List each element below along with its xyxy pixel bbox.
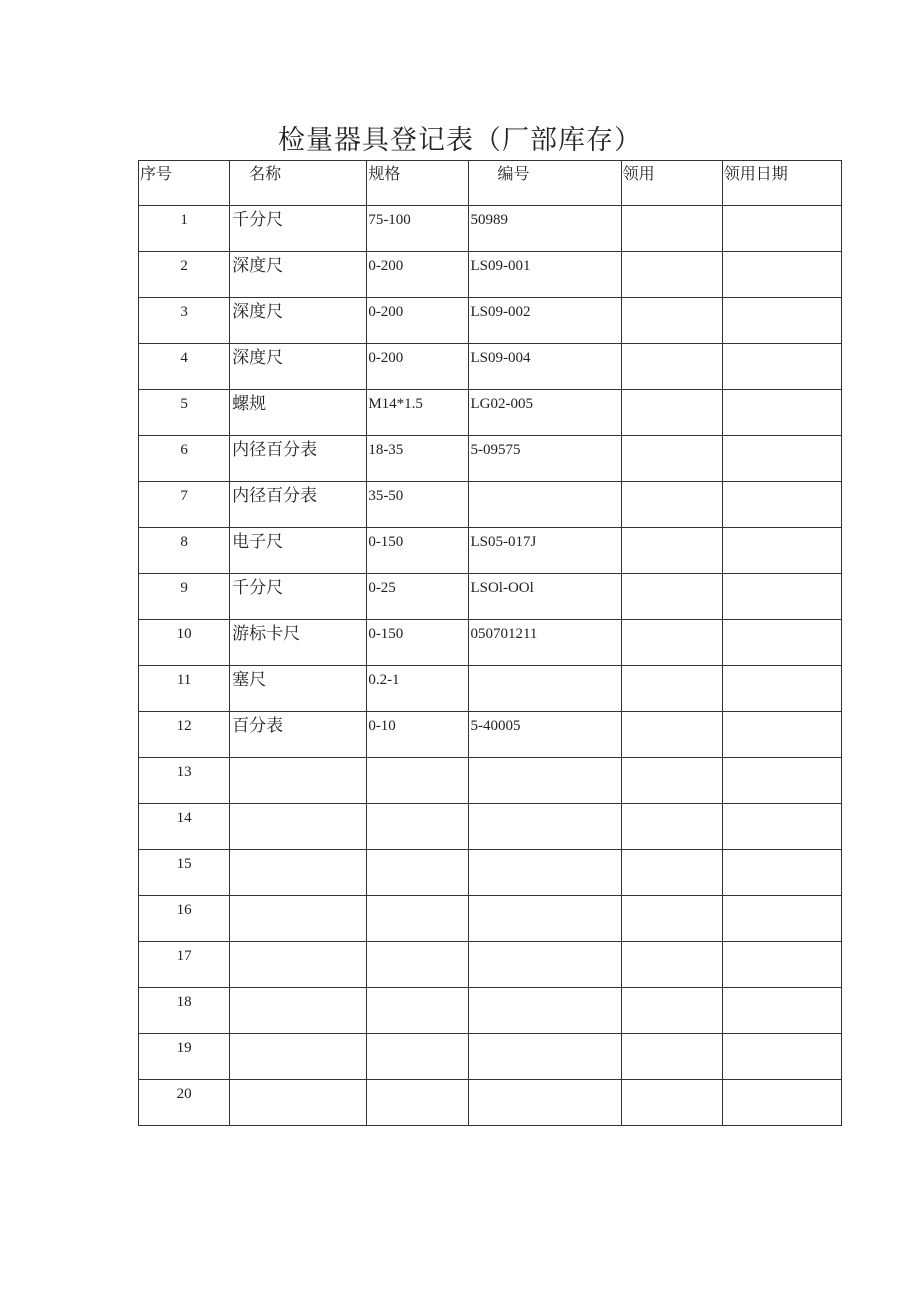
cell-date [722, 1080, 841, 1126]
header-index: 序号 [139, 161, 230, 206]
cell-spec: 0-150 [367, 528, 469, 574]
cell-recipient [621, 298, 722, 344]
cell-name: 塞尺 [230, 666, 367, 712]
table-row [139, 344, 842, 390]
cell-code: LSOl-OOl [469, 574, 621, 620]
cell-spec: 0-200 [367, 252, 469, 298]
cell-index: 4 [139, 344, 230, 390]
cell-date [722, 804, 841, 850]
cell-code [469, 666, 621, 712]
cell-recipient [621, 620, 722, 666]
cell-recipient [621, 942, 722, 988]
cell-code: 5-40005 [469, 712, 621, 758]
table-row [139, 758, 842, 804]
cell-recipient [621, 1080, 722, 1126]
cell-name [230, 804, 367, 850]
cell-name [230, 850, 367, 896]
table-row [139, 804, 842, 850]
cell-date [722, 482, 841, 528]
cell-spec: 0-200 [367, 344, 469, 390]
cell-code [469, 1034, 621, 1080]
cell-index: 6 [139, 436, 230, 482]
cell-code: LS09-002 [469, 298, 621, 344]
cell-spec: 75-100 [367, 206, 469, 252]
cell-spec: 0-25 [367, 574, 469, 620]
cell-spec: M14*1.5 [367, 390, 469, 436]
table-row [139, 666, 842, 712]
cell-code: LG02-005 [469, 390, 621, 436]
cell-recipient [621, 712, 722, 758]
cell-spec [367, 896, 469, 942]
cell-index: 2 [139, 252, 230, 298]
table-row [139, 988, 842, 1034]
cell-date [722, 298, 841, 344]
header-code: 编号 [469, 161, 621, 206]
cell-index: 20 [139, 1080, 230, 1126]
cell-spec [367, 850, 469, 896]
cell-date [722, 988, 841, 1034]
cell-index: 5 [139, 390, 230, 436]
cell-date [722, 620, 841, 666]
table-row [139, 528, 842, 574]
header-date: 领用日期 [722, 161, 841, 206]
cell-name: 螺规 [230, 390, 367, 436]
cell-code [469, 850, 621, 896]
cell-index: 7 [139, 482, 230, 528]
cell-name [230, 942, 367, 988]
cell-date [722, 252, 841, 298]
cell-name: 内径百分表 [230, 436, 367, 482]
cell-spec: 0-10 [367, 712, 469, 758]
cell-code [469, 896, 621, 942]
register-table [138, 160, 842, 1126]
table-row [139, 574, 842, 620]
cell-name [230, 758, 367, 804]
cell-date [722, 850, 841, 896]
cell-recipient [621, 528, 722, 574]
table-row [139, 712, 842, 758]
header-spec: 规格 [367, 161, 469, 206]
cell-spec [367, 988, 469, 1034]
cell-index: 12 [139, 712, 230, 758]
table-row [139, 482, 842, 528]
cell-recipient [621, 436, 722, 482]
cell-recipient [621, 482, 722, 528]
cell-name: 游标卡尺 [230, 620, 367, 666]
cell-index: 18 [139, 988, 230, 1034]
cell-spec [367, 804, 469, 850]
cell-code: LS09-001 [469, 252, 621, 298]
cell-code [469, 942, 621, 988]
cell-index: 8 [139, 528, 230, 574]
cell-code: 050701211 [469, 620, 621, 666]
header-row [139, 161, 842, 206]
cell-date [722, 712, 841, 758]
cell-name: 电子尺 [230, 528, 367, 574]
cell-date [722, 1034, 841, 1080]
cell-code: 5-09575 [469, 436, 621, 482]
cell-date [722, 758, 841, 804]
table-row [139, 1034, 842, 1080]
cell-index: 1 [139, 206, 230, 252]
cell-spec: 35-50 [367, 482, 469, 528]
cell-date [722, 942, 841, 988]
cell-index: 16 [139, 896, 230, 942]
cell-date [722, 390, 841, 436]
cell-code: LS09-004 [469, 344, 621, 390]
table-row [139, 850, 842, 896]
cell-name [230, 896, 367, 942]
table-row [139, 896, 842, 942]
header-name: 名称 [230, 161, 367, 206]
cell-index: 17 [139, 942, 230, 988]
cell-name: 深度尺 [230, 298, 367, 344]
cell-date [722, 528, 841, 574]
cell-recipient [621, 1034, 722, 1080]
cell-spec [367, 942, 469, 988]
cell-date [722, 574, 841, 620]
table-row [139, 1080, 842, 1126]
cell-recipient [621, 804, 722, 850]
cell-index: 13 [139, 758, 230, 804]
cell-name: 内径百分表 [230, 482, 367, 528]
cell-index: 14 [139, 804, 230, 850]
cell-spec: 0-200 [367, 298, 469, 344]
cell-spec [367, 1080, 469, 1126]
cell-recipient [621, 344, 722, 390]
table-row [139, 252, 842, 298]
cell-recipient [621, 390, 722, 436]
cell-recipient [621, 574, 722, 620]
cell-name [230, 1034, 367, 1080]
cell-recipient [621, 666, 722, 712]
cell-date [722, 896, 841, 942]
cell-name [230, 988, 367, 1034]
cell-index: 11 [139, 666, 230, 712]
cell-spec: 18-35 [367, 436, 469, 482]
cell-code [469, 482, 621, 528]
cell-name: 千分尺 [230, 574, 367, 620]
cell-date [722, 206, 841, 252]
table-row [139, 942, 842, 988]
cell-name [230, 1080, 367, 1126]
header-recipient: 领用 [621, 161, 722, 206]
cell-recipient [621, 896, 722, 942]
cell-index: 9 [139, 574, 230, 620]
cell-recipient [621, 252, 722, 298]
cell-code [469, 758, 621, 804]
cell-recipient [621, 850, 722, 896]
page-title: 检量器具登记表（厂部库存） [278, 125, 642, 156]
cell-code [469, 804, 621, 850]
cell-recipient [621, 758, 722, 804]
cell-spec [367, 758, 469, 804]
cell-date [722, 436, 841, 482]
cell-recipient [621, 206, 722, 252]
cell-index: 3 [139, 298, 230, 344]
cell-code [469, 988, 621, 1034]
cell-name: 百分表 [230, 712, 367, 758]
cell-date [722, 344, 841, 390]
cell-spec: 0.2-1 [367, 666, 469, 712]
cell-code: 50989 [469, 206, 621, 252]
cell-index: 19 [139, 1034, 230, 1080]
cell-name: 深度尺 [230, 252, 367, 298]
cell-spec [367, 1034, 469, 1080]
table-body [139, 206, 842, 1126]
cell-recipient [621, 988, 722, 1034]
table-row [139, 390, 842, 436]
cell-spec: 0-150 [367, 620, 469, 666]
cell-code [469, 1080, 621, 1126]
table-row [139, 436, 842, 482]
cell-name: 深度尺 [230, 344, 367, 390]
table-row [139, 298, 842, 344]
cell-index: 10 [139, 620, 230, 666]
cell-code: LS05-017J [469, 528, 621, 574]
cell-name: 千分尺 [230, 206, 367, 252]
table-row [139, 620, 842, 666]
cell-date [722, 666, 841, 712]
table-row [139, 206, 842, 252]
cell-index: 15 [139, 850, 230, 896]
